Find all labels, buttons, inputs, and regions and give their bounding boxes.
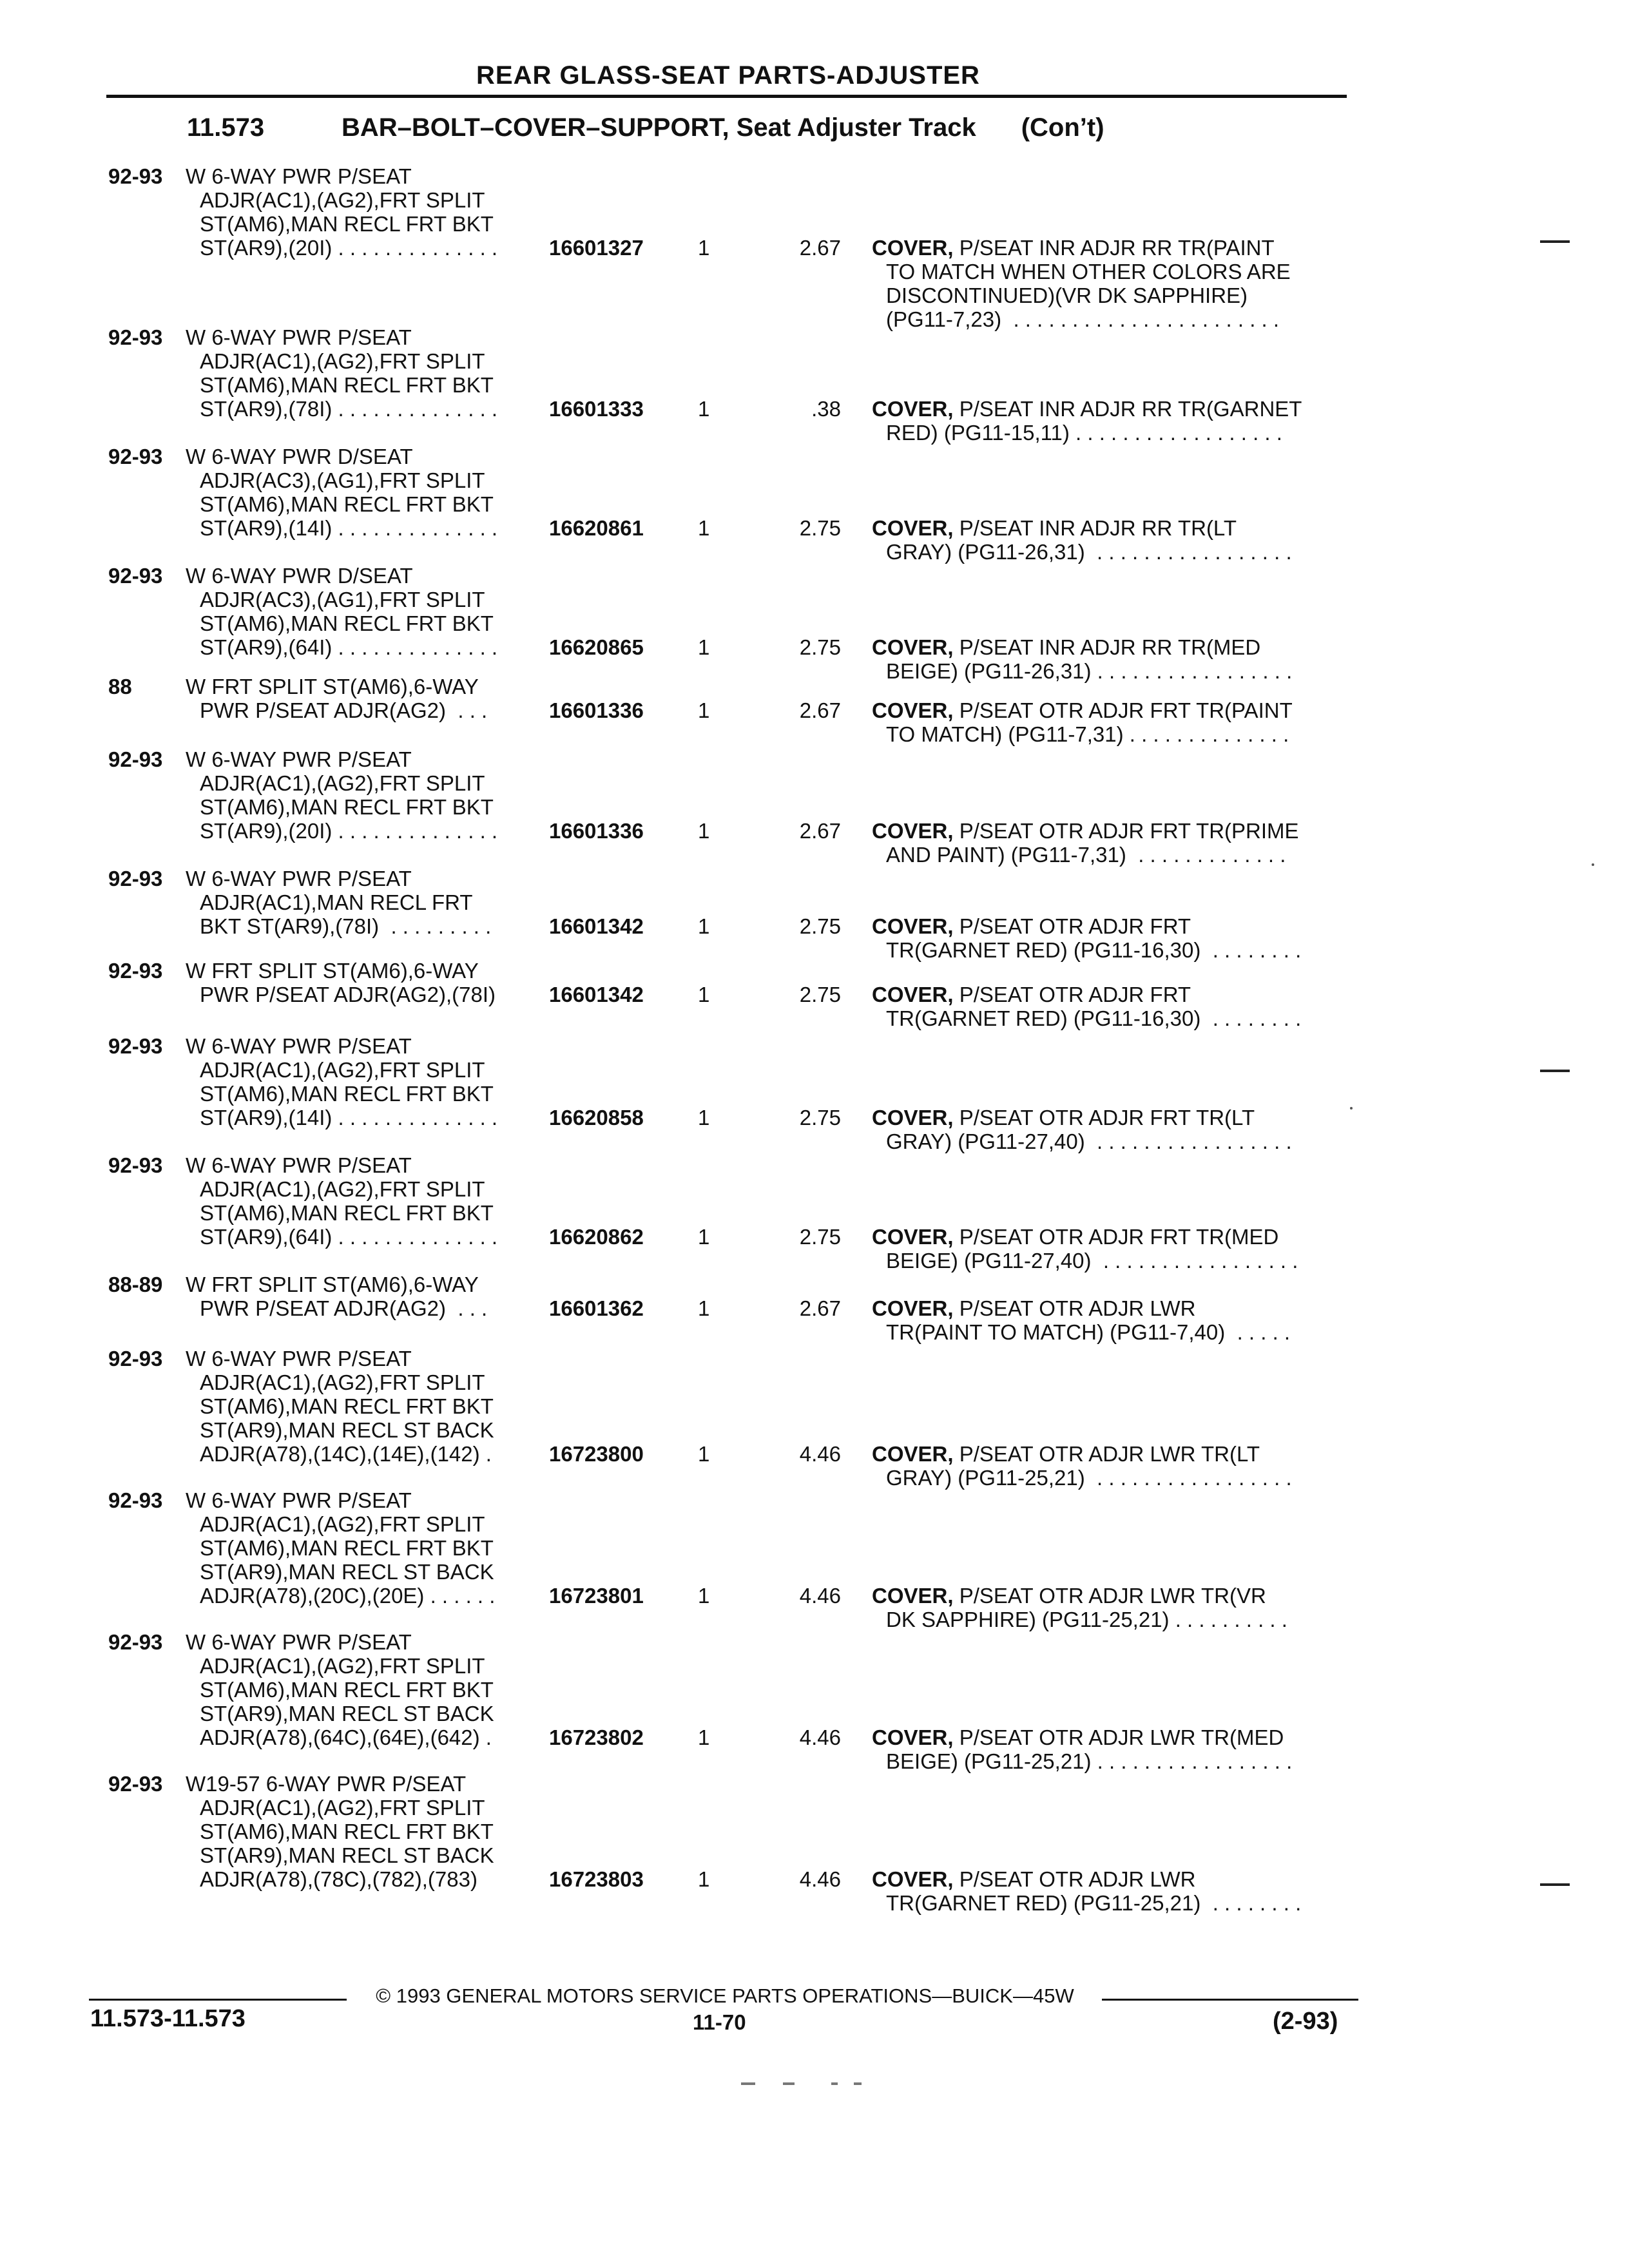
quantity: 1: [698, 397, 710, 421]
application-description: [186, 1772, 546, 1891]
footer-rule-right: [1102, 1999, 1358, 2001]
model-year: 92-93: [108, 1772, 163, 1796]
part-name-keyword: COVER,: [872, 914, 954, 938]
scan-speck: [783, 2082, 795, 2085]
description-line: ADJR(AC3),(AG1),FRT SPLIT: [200, 588, 485, 611]
page-title: REAR GLASS-SEAT PARTS-ADJUSTER: [476, 61, 980, 90]
model-year: 92-93: [108, 1488, 163, 1512]
description-line: W 6-WAY PWR D/SEAT: [186, 445, 413, 468]
price: 2.75: [799, 1225, 841, 1249]
description-line: ST(AM6),MAN RECL FRT BKT: [200, 1201, 494, 1225]
scan-speck: [854, 2082, 862, 2085]
description-line: W 6-WAY PWR P/SEAT: [186, 867, 412, 890]
part-description-text: P/SEAT OTR ADJR FRT: [953, 914, 1191, 938]
description-line: ADJR(AC1),(AG2),FRT SPLIT: [200, 188, 485, 212]
part-name-keyword: COVER,: [872, 397, 954, 421]
part-description-line: TR(PAINT TO MATCH) (PG11-7,40) . . . . .: [886, 1320, 1291, 1344]
model-year: 92-93: [108, 1347, 163, 1370]
part-description: [872, 983, 1349, 1030]
part-description: [872, 698, 1349, 746]
part-description-text: P/SEAT OTR ADJR LWR: [953, 1296, 1196, 1320]
application-description: [186, 867, 546, 938]
description-line: ST(AR9),MAN RECL ST BACK: [200, 1843, 494, 1867]
part-name-keyword: COVER,: [872, 1106, 954, 1129]
part-description-text: P/SEAT OTR ADJR LWR TR(LT: [953, 1442, 1260, 1466]
price: 4.46: [799, 1584, 841, 1608]
quantity: 1: [698, 983, 710, 1006]
model-year: 92-93: [108, 747, 163, 771]
description-line: ST(AM6),MAN RECL FRT BKT: [200, 492, 494, 516]
part-description-text: P/SEAT INR ADJR RR TR(LT: [953, 516, 1237, 540]
description-line: W 6-WAY PWR P/SEAT: [186, 747, 412, 771]
description-line: ST(AR9),MAN RECL ST BACK: [200, 1560, 494, 1584]
price: 2.75: [799, 1106, 841, 1129]
description-line: W FRT SPLIT ST(AM6),6-WAY: [186, 959, 479, 983]
description-line: ST(AR9),(14I) . . . . . . . . . . . . . .: [200, 516, 498, 540]
part-number: 16601362: [549, 1296, 644, 1320]
description-line: W 6-WAY PWR P/SEAT: [186, 1488, 412, 1512]
model-year: 92-93: [108, 1034, 163, 1058]
part-description: [872, 819, 1349, 867]
part-name-keyword: COVER,: [872, 1225, 954, 1249]
part-description: [872, 1584, 1349, 1631]
description-line: ADJR(AC1),(AG2),FRT SPLIT: [200, 1654, 485, 1678]
part-description-text: P/SEAT OTR ADJR LWR: [953, 1867, 1196, 1891]
part-description-line: AND PAINT) (PG11-7,31) . . . . . . . . . . . . .: [886, 843, 1286, 867]
part-description-line: [872, 819, 1349, 843]
part-description-text: P/SEAT INR ADJR RR TR(GARNET: [953, 397, 1302, 421]
part-number: 16620862: [549, 1225, 644, 1249]
part-number: 16723802: [549, 1725, 644, 1749]
model-year: 92-93: [108, 867, 163, 890]
part-name-keyword: COVER,: [872, 236, 954, 260]
part-description-line: TR(GARNET RED) (PG11-25,21) . . . . . . . .: [886, 1891, 1302, 1915]
application-description: [186, 1347, 546, 1466]
header-rule: [106, 95, 1347, 98]
quantity: 1: [698, 1296, 710, 1320]
description-line: ST(AR9),(20I) . . . . . . . . . . . . . .: [200, 819, 498, 843]
part-description-text: P/SEAT OTR ADJR FRT TR(PRIME: [953, 819, 1299, 843]
description-line: W 6-WAY PWR P/SEAT: [186, 1630, 412, 1654]
model-year: 92-93: [108, 325, 163, 349]
part-description-line: [872, 1442, 1349, 1466]
application-description: [186, 1034, 546, 1129]
part-name-keyword: COVER,: [872, 1442, 954, 1466]
part-description: [872, 1867, 1349, 1915]
part-description-line: DK SAPPHIRE) (PG11-25,21) . . . . . . . . . .: [886, 1608, 1287, 1631]
model-year: 92-93: [108, 164, 163, 188]
quantity: 1: [698, 1584, 710, 1608]
part-number: 16601342: [549, 914, 644, 938]
part-number: 16620865: [549, 635, 644, 659]
quantity: 1: [698, 516, 710, 540]
part-description: [872, 516, 1349, 564]
part-name-keyword: COVER,: [872, 635, 954, 659]
part-description-line: [872, 983, 1349, 1006]
part-description: [872, 1106, 1349, 1153]
part-number: 16601336: [549, 819, 644, 843]
description-line: ADJR(AC3),(AG1),FRT SPLIT: [200, 468, 485, 492]
part-description-line: [872, 1296, 1349, 1320]
part-description-line: [872, 914, 1349, 938]
part-description-line: [872, 1725, 1349, 1749]
description-line: PWR P/SEAT ADJR(AG2) . . .: [200, 1296, 488, 1320]
part-description-text: P/SEAT INR ADJR RR TR(MED: [953, 635, 1261, 659]
description-line: ADJR(AC1),(AG2),FRT SPLIT: [200, 1796, 485, 1820]
price: 2.67: [799, 698, 841, 722]
margin-mark: [1540, 1070, 1570, 1072]
part-description-line: BEIGE) (PG11-26,31) . . . . . . . . . . . . . . . . .: [886, 659, 1293, 683]
description-line: W 6-WAY PWR D/SEAT: [186, 564, 413, 588]
description-line: ST(AR9),(14I) . . . . . . . . . . . . . .: [200, 1106, 498, 1129]
application-description: [186, 325, 546, 421]
description-line: ADJR(A78),(78C),(782),(783): [200, 1867, 477, 1891]
part-description-line: [872, 397, 1349, 421]
description-line: PWR P/SEAT ADJR(AG2),(78I): [200, 983, 496, 1006]
part-description: [872, 914, 1349, 962]
part-description-line: (PG11-7,23) . . . . . . . . . . . . . . . . . . . . . . .: [886, 307, 1280, 331]
part-description-text: P/SEAT OTR ADJR LWR TR(VR: [953, 1584, 1266, 1608]
application-description: [186, 747, 546, 843]
part-name-keyword: COVER,: [872, 1725, 954, 1749]
model-year: 88: [108, 675, 132, 698]
application-description: [186, 164, 546, 260]
part-number: 16620858: [549, 1106, 644, 1129]
application-description: [186, 1488, 546, 1608]
part-description: [872, 236, 1349, 331]
part-description-text: P/SEAT INR ADJR RR TR(PAINT: [953, 236, 1275, 260]
description-line: ADJR(AC1),MAN RECL FRT: [200, 890, 473, 914]
part-description-line: [872, 1584, 1349, 1608]
description-line: W FRT SPLIT ST(AM6),6-WAY: [186, 675, 479, 698]
part-number: 16620861: [549, 516, 644, 540]
description-line: BKT ST(AR9),(78I) . . . . . . . . .: [200, 914, 492, 938]
stray-dot: [1592, 863, 1594, 866]
description-line: W 6-WAY PWR P/SEAT: [186, 325, 412, 349]
quantity: 1: [698, 236, 710, 260]
description-line: W FRT SPLIT ST(AM6),6-WAY: [186, 1273, 479, 1296]
part-number: 16723800: [549, 1442, 644, 1466]
price: 2.75: [799, 914, 841, 938]
part-description-text: P/SEAT OTR ADJR FRT TR(PAINT: [953, 698, 1293, 722]
model-year: 92-93: [108, 445, 163, 468]
footer-date: (2-93): [1273, 2008, 1338, 2035]
price: .38: [811, 397, 841, 421]
footer-section-range: 11.573-11.573: [90, 2005, 246, 2032]
quantity: 1: [698, 1867, 710, 1891]
part-number: 16601336: [549, 698, 644, 722]
part-name-keyword: COVER,: [872, 1296, 954, 1320]
part-description-line: [872, 516, 1349, 540]
part-description-line: TR(GARNET RED) (PG11-16,30) . . . . . . . .: [886, 938, 1302, 962]
quantity: 1: [698, 1442, 710, 1466]
part-description-line: BEIGE) (PG11-25,21) . . . . . . . . . . . . . . . . .: [886, 1749, 1293, 1773]
section-title: BAR–BOLT–COVER–SUPPORT, Seat Adjuster Track: [342, 113, 976, 142]
description-line: ST(AM6),MAN RECL FRT BKT: [200, 795, 494, 819]
description-line: W19-57 6-WAY PWR P/SEAT: [186, 1772, 467, 1796]
part-description: [872, 635, 1349, 683]
description-line: ST(AR9),MAN RECL ST BACK: [200, 1418, 494, 1442]
part-description-line: GRAY) (PG11-25,21) . . . . . . . . . . . . . . . . .: [886, 1466, 1292, 1490]
description-line: ST(AR9),MAN RECL ST BACK: [200, 1702, 494, 1725]
quantity: 1: [698, 698, 710, 722]
part-number: 16601333: [549, 397, 644, 421]
part-description-line: [872, 1225, 1349, 1249]
price: 2.75: [799, 983, 841, 1006]
price: 2.67: [799, 1296, 841, 1320]
part-number: 16601342: [549, 983, 644, 1006]
description-line: ST(AM6),MAN RECL FRT BKT: [200, 1820, 494, 1843]
description-line: ST(AR9),(64I) . . . . . . . . . . . . . .: [200, 1225, 498, 1249]
model-year: 88-89: [108, 1273, 163, 1296]
price: 4.46: [799, 1725, 841, 1749]
application-description: [186, 1630, 546, 1749]
description-line: ST(AM6),MAN RECL FRT BKT: [200, 212, 494, 236]
part-description-line: BEIGE) (PG11-27,40) . . . . . . . . . . . . . . . . .: [886, 1249, 1298, 1273]
part-description-text: P/SEAT OTR ADJR FRT TR(MED: [953, 1225, 1279, 1249]
application-description: [186, 1273, 546, 1320]
part-description-line: [872, 698, 1349, 722]
description-line: W 6-WAY PWR P/SEAT: [186, 1034, 412, 1058]
quantity: 1: [698, 635, 710, 659]
part-description-line: [872, 635, 1349, 659]
application-description: [186, 564, 546, 659]
description-line: PWR P/SEAT ADJR(AG2) . . .: [200, 698, 488, 722]
part-description: [872, 1725, 1349, 1773]
part-description-text: P/SEAT OTR ADJR FRT: [953, 983, 1191, 1006]
price: 4.46: [799, 1442, 841, 1466]
part-description-line: TO MATCH WHEN OTHER COLORS ARE: [886, 260, 1291, 284]
quantity: 1: [698, 1725, 710, 1749]
quantity: 1: [698, 914, 710, 938]
description-line: ADJR(AC1),(AG2),FRT SPLIT: [200, 349, 485, 373]
description-line: ADJR(AC1),(AG2),FRT SPLIT: [200, 1177, 485, 1201]
part-description-line: DISCONTINUED)(VR DK SAPPHIRE): [886, 284, 1248, 307]
description-line: W 6-WAY PWR P/SEAT: [186, 1347, 412, 1370]
scan-speck: [741, 2082, 755, 2085]
description-line: ADJR(AC1),(AG2),FRT SPLIT: [200, 1370, 485, 1394]
section-heading: [187, 113, 1104, 142]
description-line: ST(AR9),(78I) . . . . . . . . . . . . . .: [200, 397, 498, 421]
model-year: 92-93: [108, 1153, 163, 1177]
part-name-keyword: COVER,: [872, 819, 954, 843]
part-description: [872, 1225, 1349, 1273]
application-description: [186, 445, 546, 540]
part-number: 16723803: [549, 1867, 644, 1891]
part-name-keyword: COVER,: [872, 983, 954, 1006]
part-description-line: GRAY) (PG11-27,40) . . . . . . . . . . . . . . . . .: [886, 1129, 1292, 1153]
application-description: [186, 1153, 546, 1249]
part-description-line: TR(GARNET RED) (PG11-16,30) . . . . . . . .: [886, 1006, 1302, 1030]
description-line: ADJR(AC1),(AG2),FRT SPLIT: [200, 771, 485, 795]
part-number: 16601327: [549, 236, 644, 260]
part-description-line: RED) (PG11-15,11) . . . . . . . . . . . . . . . . . .: [886, 421, 1282, 445]
part-name-keyword: COVER,: [872, 516, 954, 540]
description-line: ST(AM6),MAN RECL FRT BKT: [200, 373, 494, 397]
application-description: [186, 675, 546, 722]
part-description-text: P/SEAT OTR ADJR LWR TR(MED: [953, 1725, 1284, 1749]
part-description: [872, 1296, 1349, 1344]
description-line: ST(AM6),MAN RECL FRT BKT: [200, 1536, 494, 1560]
description-line: W 6-WAY PWR P/SEAT: [186, 1153, 412, 1177]
part-description-text: P/SEAT OTR ADJR FRT TR(LT: [953, 1106, 1255, 1129]
part-name-keyword: COVER,: [872, 1584, 954, 1608]
description-line: ST(AR9),(20I) . . . . . . . . . . . . . .: [200, 236, 498, 260]
model-year: 92-93: [108, 564, 163, 588]
price: 2.67: [799, 236, 841, 260]
price: 2.75: [799, 635, 841, 659]
model-year: 92-93: [108, 1630, 163, 1654]
description-line: ADJR(A78),(20C),(20E) . . . . . .: [200, 1584, 496, 1608]
description-line: ST(AM6),MAN RECL FRT BKT: [200, 1082, 494, 1106]
description-line: W 6-WAY PWR P/SEAT: [186, 164, 412, 188]
part-name-keyword: COVER,: [872, 698, 954, 722]
part-description: [872, 1442, 1349, 1490]
part-description-line: [872, 1867, 1349, 1891]
description-line: ST(AM6),MAN RECL FRT BKT: [200, 1678, 494, 1702]
stray-dot: [1350, 1107, 1353, 1110]
margin-mark: [1540, 1883, 1570, 1886]
description-line: ST(AR9),(64I) . . . . . . . . . . . . . .: [200, 635, 498, 659]
description-line: ADJR(A78),(64C),(64E),(642) .: [200, 1725, 492, 1749]
description-line: ST(AM6),MAN RECL FRT BKT: [200, 1394, 494, 1418]
description-line: ADJR(AC1),(AG2),FRT SPLIT: [200, 1512, 485, 1536]
part-description: [872, 397, 1349, 445]
section-number: 11.573: [187, 113, 265, 142]
description-line: ST(AM6),MAN RECL FRT BKT: [200, 611, 494, 635]
part-name-keyword: COVER,: [872, 1867, 954, 1891]
part-description-line: [872, 1106, 1349, 1129]
margin-mark: [1540, 240, 1570, 243]
price: 4.46: [799, 1867, 841, 1891]
part-number: 16723801: [549, 1584, 644, 1608]
quantity: 1: [698, 1225, 710, 1249]
footer-rule-left: [89, 1999, 347, 2001]
part-description-line: [872, 236, 1349, 260]
quantity: 1: [698, 819, 710, 843]
part-description-line: TO MATCH) (PG11-7,31) . . . . . . . . . . . . . .: [886, 722, 1289, 746]
scan-speck: [831, 2082, 838, 2085]
footer-copyright: © 1993 GENERAL MOTORS SERVICE PARTS OPERATIONS—BUICK—45W: [376, 1984, 1074, 2007]
price: 2.75: [799, 516, 841, 540]
price: 2.67: [799, 819, 841, 843]
quantity: 1: [698, 1106, 710, 1129]
footer-page-number: 11-70: [693, 2010, 746, 2034]
description-line: ADJR(A78),(14C),(14E),(142) .: [200, 1442, 492, 1466]
part-description-line: GRAY) (PG11-26,31) . . . . . . . . . . . . . . . . .: [886, 540, 1292, 564]
description-line: ADJR(AC1),(AG2),FRT SPLIT: [200, 1058, 485, 1082]
continued-label: (Con’t): [1021, 113, 1104, 142]
application-description: [186, 959, 546, 1006]
model-year: 92-93: [108, 959, 163, 983]
